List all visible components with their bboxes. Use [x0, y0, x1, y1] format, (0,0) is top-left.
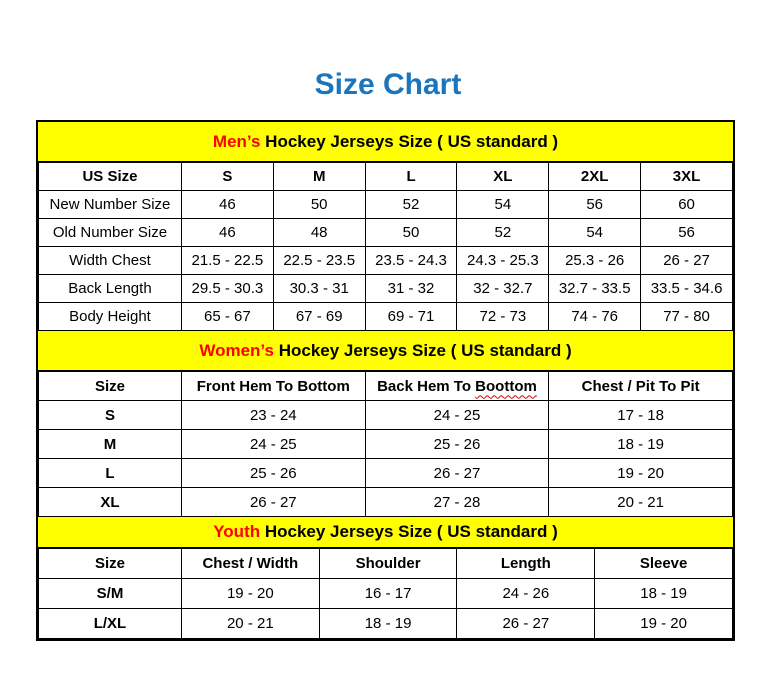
- data-cell: 25 - 26: [365, 430, 549, 459]
- data-cell: 60: [641, 191, 733, 219]
- data-cell: 19 - 20: [595, 609, 733, 639]
- data-cell: 52: [457, 219, 549, 247]
- header-row: [39, 163, 733, 191]
- column-header-cell: Sleeve: [595, 549, 733, 579]
- table-row: [39, 191, 733, 219]
- column-header-cell: L: [365, 163, 457, 191]
- row-label-cell: M: [39, 430, 182, 459]
- data-cell: 32.7 - 33.5: [549, 275, 641, 303]
- data-cell: 65 - 67: [181, 303, 273, 331]
- data-cell: 16 - 17: [319, 579, 457, 609]
- data-cell: 25.3 - 26: [549, 247, 641, 275]
- table-row: [39, 609, 733, 639]
- row-label-cell: New Number Size: [39, 191, 182, 219]
- size-chart-tables: [36, 120, 735, 641]
- data-cell: 26 - 27: [181, 488, 365, 517]
- data-cell: 24.3 - 25.3: [457, 247, 549, 275]
- data-cell: 54: [549, 219, 641, 247]
- row-label-cell: S/M: [39, 579, 182, 609]
- header-row: [39, 372, 733, 401]
- table-row: [39, 579, 733, 609]
- row-label-cell: Width Chest: [39, 247, 182, 275]
- section-youth: [38, 517, 733, 639]
- column-header-cell: Chest / Width: [181, 549, 319, 579]
- data-cell: 26 - 27: [457, 609, 595, 639]
- table-row: [39, 488, 733, 517]
- column-header-cell: US Size: [39, 163, 182, 191]
- data-cell: 18 - 19: [319, 609, 457, 639]
- section-header-band: [38, 517, 733, 548]
- data-cell: 77 - 80: [641, 303, 733, 331]
- data-cell: 67 - 69: [273, 303, 365, 331]
- data-cell: 50: [365, 219, 457, 247]
- row-label-cell: L: [39, 459, 182, 488]
- data-cell: 21.5 - 22.5: [181, 247, 273, 275]
- section-header-band: [38, 122, 733, 162]
- data-cell: 32 - 32.7: [457, 275, 549, 303]
- column-header-cell: Length: [457, 549, 595, 579]
- data-cell: 26 - 27: [365, 459, 549, 488]
- row-label-cell: Body Height: [39, 303, 182, 331]
- data-cell: 24 - 25: [181, 430, 365, 459]
- band-highlight-text: Men’s: [212, 131, 261, 151]
- section-mens: [38, 122, 733, 331]
- column-header-cell: Shoulder: [319, 549, 457, 579]
- header-row: [39, 549, 733, 579]
- data-cell: 46: [181, 219, 273, 247]
- band-highlight-text: Youth: [213, 522, 261, 541]
- band-text: Hockey Jerseys Size ( US standard ): [260, 131, 559, 151]
- data-cell: 48: [273, 219, 365, 247]
- mens-size-table: [38, 162, 733, 331]
- data-cell: 20 - 21: [181, 609, 319, 639]
- table-row: [39, 401, 733, 430]
- column-header-cell: XL: [457, 163, 549, 191]
- row-label-cell: Old Number Size: [39, 219, 182, 247]
- table-row: [39, 247, 733, 275]
- data-cell: 30.3 - 31: [273, 275, 365, 303]
- table-row: [39, 430, 733, 459]
- column-header-cell: Size: [39, 549, 182, 579]
- column-header-cell: 3XL: [641, 163, 733, 191]
- column-header-cell: 2XL: [549, 163, 641, 191]
- data-cell: 69 - 71: [365, 303, 457, 331]
- band-text: Hockey Jerseys Size ( US standard ): [260, 522, 558, 541]
- column-header-cell: S: [181, 163, 273, 191]
- band-text: Hockey Jerseys Size ( US standard ): [273, 340, 572, 360]
- data-cell: 31 - 32: [365, 275, 457, 303]
- data-cell: 24 - 25: [365, 401, 549, 430]
- data-cell: 56: [641, 219, 733, 247]
- misspelled-word: Boottom: [475, 377, 537, 395]
- data-cell: 26 - 27: [641, 247, 733, 275]
- data-cell: 19 - 20: [181, 579, 319, 609]
- column-header-cell: Chest / Pit To Pit: [549, 372, 733, 401]
- column-header-cell: M: [273, 163, 365, 191]
- table-row: [39, 275, 733, 303]
- row-label-cell: S: [39, 401, 182, 430]
- data-cell: 54: [457, 191, 549, 219]
- youth-size-table: [38, 548, 733, 639]
- data-cell: 19 - 20: [549, 459, 733, 488]
- data-cell: 17 - 18: [549, 401, 733, 430]
- data-cell: 74 - 76: [549, 303, 641, 331]
- page-title: Size Chart: [314, 68, 462, 101]
- data-cell: 46: [181, 191, 273, 219]
- section-womens: [38, 331, 733, 517]
- column-header-cell: Size: [39, 372, 182, 401]
- column-header-cell: Back Hem To Boottom: [365, 372, 549, 401]
- data-cell: 24 - 26: [457, 579, 595, 609]
- data-cell: 52: [365, 191, 457, 219]
- womens-size-table: [38, 371, 733, 517]
- data-cell: 22.5 - 23.5: [273, 247, 365, 275]
- row-label-cell: XL: [39, 488, 182, 517]
- table-row: [39, 219, 733, 247]
- data-cell: 72 - 73: [457, 303, 549, 331]
- data-cell: 25 - 26: [181, 459, 365, 488]
- data-cell: 29.5 - 30.3: [181, 275, 273, 303]
- row-label-cell: Back Length: [39, 275, 182, 303]
- data-cell: 56: [549, 191, 641, 219]
- data-cell: 20 - 21: [549, 488, 733, 517]
- column-header-cell: Front Hem To Bottom: [181, 372, 365, 401]
- row-label-cell: L/XL: [39, 609, 182, 639]
- table-row: [39, 303, 733, 331]
- section-header-band: [38, 331, 733, 371]
- data-cell: 33.5 - 34.6: [641, 275, 733, 303]
- data-cell: 23 - 24: [181, 401, 365, 430]
- data-cell: 50: [273, 191, 365, 219]
- data-cell: 18 - 19: [595, 579, 733, 609]
- data-cell: 23.5 - 24.3: [365, 247, 457, 275]
- data-cell: 27 - 28: [365, 488, 549, 517]
- band-highlight-text: Women’s: [199, 340, 274, 360]
- table-row: [39, 459, 733, 488]
- data-cell: 18 - 19: [549, 430, 733, 459]
